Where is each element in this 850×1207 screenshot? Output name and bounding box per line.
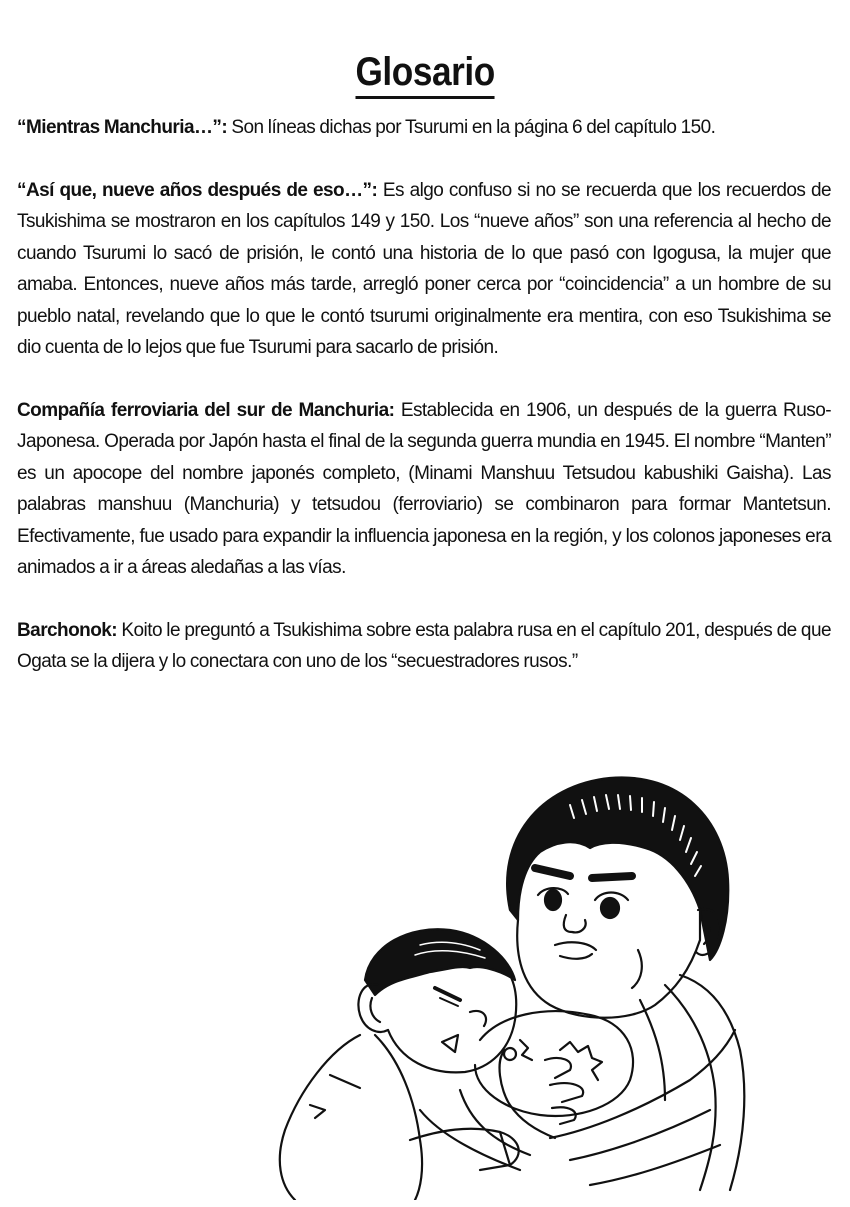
glossary-definition: Es algo confuso si no se recuerda que los recuerdos de Tsukishima se mostraron en los capítulos 149 y 150. Los “nueve años” son una referencia al hecho de cuando Tsurumi lo sacó de prisión, le contó una historia de lo que pasó con Igogusa, la mujer que amaba. Entonces, nueve años más tarde, arregló poner cerca por “coincidencia” a un hombre de su pueblo natal, revelando que lo que le contó tsurumi originalmente era mentira, con eso Tsukishima se dio cuenta de lo lejos que fue Tsurumi para sacarlo de prisión.: [17, 179, 832, 358]
glossary-term: Barchonok:: [17, 619, 118, 641]
glossary-definition: Son líneas dichas por Tsurumi en la página 6 del capítulo 150.: [227, 117, 716, 138]
page-title-text: Glosario: [355, 50, 494, 99]
baby-body: [280, 1035, 519, 1200]
glossary-entry: [17, 112, 831, 144]
glossary-definition: Koito le preguntó a Tsukishima sobre esta palabra rusa en el capítulo 201, después de que Ogata se la dijera y lo conectara con uno de los “secuestradores rusos.”: [17, 619, 831, 672]
glossary-term: Compañía ferroviaria del sur de Manchuria:: [17, 399, 395, 421]
baby-figure: [358, 929, 516, 1072]
manga-illustration: [270, 760, 770, 1200]
glossary-definition: Establecida en 1906, un después de la guerra Ruso-Japonesa. Operada por Japón hasta el final de la segunda guerra mundia en 1945. El nombre “Manten” es un apocope del nombre japonés completo, (Minami Manshuu Tetsudou kabushiki Gaisha). Las palabras manshuu (Manchuria) y tetsudou (ferroviario) se combinaron para formar Mantetsun. Efectivamente, fue usado para expandir la influencia japonesa en la región, y los colonos japoneses era animados a ir a áreas aledañas a las vías.: [17, 399, 831, 578]
glossary-entry: [17, 395, 831, 584]
page-title: [0, 50, 850, 99]
glossary-term: “Así que, nueve años después de eso…”:: [17, 179, 378, 201]
wrapping-cloth: [420, 975, 744, 1190]
glossary-entries: [17, 112, 831, 709]
glossary-entry: [17, 615, 831, 678]
hand: [500, 1048, 584, 1138]
glossary-entry: [17, 175, 831, 364]
glossary-term: “Mientras Manchuria…”:: [17, 117, 228, 138]
